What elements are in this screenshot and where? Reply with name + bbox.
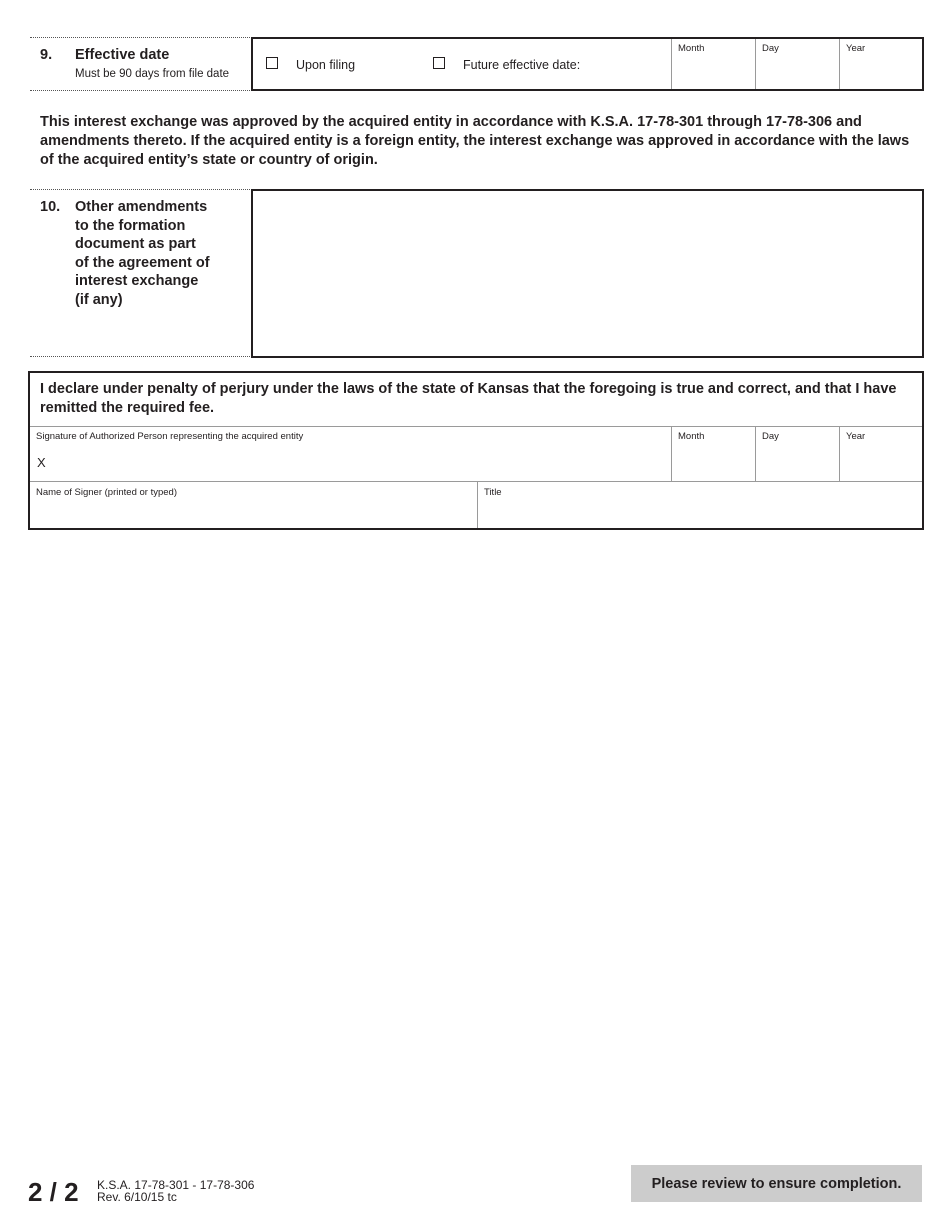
effective-year-input[interactable] xyxy=(840,55,922,89)
signature-day-input[interactable] xyxy=(756,443,839,481)
signature-month-label: Month xyxy=(678,431,705,442)
effective-month-label: Month xyxy=(678,43,705,54)
statute-reference: K.S.A. 17-78-301 - 17-78-306 xyxy=(97,1178,255,1192)
page-number: 2 / 2 xyxy=(28,1177,79,1207)
title-divider xyxy=(477,481,478,528)
declaration-box xyxy=(28,371,924,530)
other-amendments-textarea[interactable] xyxy=(251,189,924,358)
effective-month-input[interactable] xyxy=(672,55,755,89)
signer-title-input[interactable] xyxy=(479,499,922,526)
section9-title: Effective date xyxy=(75,47,170,63)
effective-day-label: Day xyxy=(762,43,779,54)
effective-day-input[interactable] xyxy=(756,55,839,89)
section10-title-line: interest exchange xyxy=(75,273,199,289)
section10-title xyxy=(75,198,210,309)
signature-x-mark: X xyxy=(37,455,46,470)
section9-top-dotted-rule xyxy=(30,37,250,38)
signer-name-input[interactable] xyxy=(32,499,475,526)
section9-subtitle: Must be 90 days from file date xyxy=(75,68,230,80)
signature-month-input[interactable] xyxy=(672,443,755,481)
future-effective-date-label: Future effective date: xyxy=(463,58,581,72)
future-effective-date-checkbox[interactable] xyxy=(433,57,445,69)
section10-title-line: document as part xyxy=(75,236,196,252)
effective-date-box xyxy=(251,37,924,91)
declaration-divider-2 xyxy=(30,481,922,482)
section10-bottom-dotted-rule xyxy=(30,356,250,357)
signature-year-input[interactable] xyxy=(840,443,922,481)
review-completion-button[interactable]: Please review to ensure completion. xyxy=(631,1165,922,1202)
approval-statement: This interest exchange was approved by the acquired entity in accordance with K.S.A. 17-78-301 through 17-78-306 and amendments thereto. If the acquired entity is a foreign entity, the interest exchange was approved in accordance with the laws of the acquired entity’s state or country of origin. xyxy=(40,114,910,168)
section9-number: 9. xyxy=(40,47,53,63)
section9-bottom-dotted-rule xyxy=(30,90,250,91)
declaration-divider-1 xyxy=(30,426,922,427)
signature-day-label: Day xyxy=(762,431,779,442)
section10-number: 10. xyxy=(40,199,61,215)
effective-year-label: Year xyxy=(846,43,866,54)
section10-title-line: to the formation xyxy=(75,217,186,234)
revision-note: Rev. 6/10/15 tc xyxy=(97,1190,177,1204)
section10-top-dotted-rule xyxy=(30,189,250,190)
signature-year-label: Year xyxy=(846,431,866,442)
section10-title-line: (if any) xyxy=(75,291,123,308)
signer-title-label: Title xyxy=(484,487,502,498)
signature-input[interactable] xyxy=(52,443,670,481)
signature-label: Signature of Authorized Person representing the acquired entity xyxy=(36,431,304,442)
section10-title-line: Other amendments xyxy=(75,199,208,215)
declaration-statement: I declare under penalty of perjury under the laws of the state of Kansas that the foregoing is true and correct, and that I have remitted the required fee. xyxy=(40,381,897,416)
signer-name-label: Name of Signer (printed or typed) xyxy=(36,487,177,498)
upon-filing-checkbox[interactable] xyxy=(266,57,278,69)
upon-filing-label: Upon filing xyxy=(296,58,356,72)
section10-title-line: of the agreement of xyxy=(75,254,210,271)
